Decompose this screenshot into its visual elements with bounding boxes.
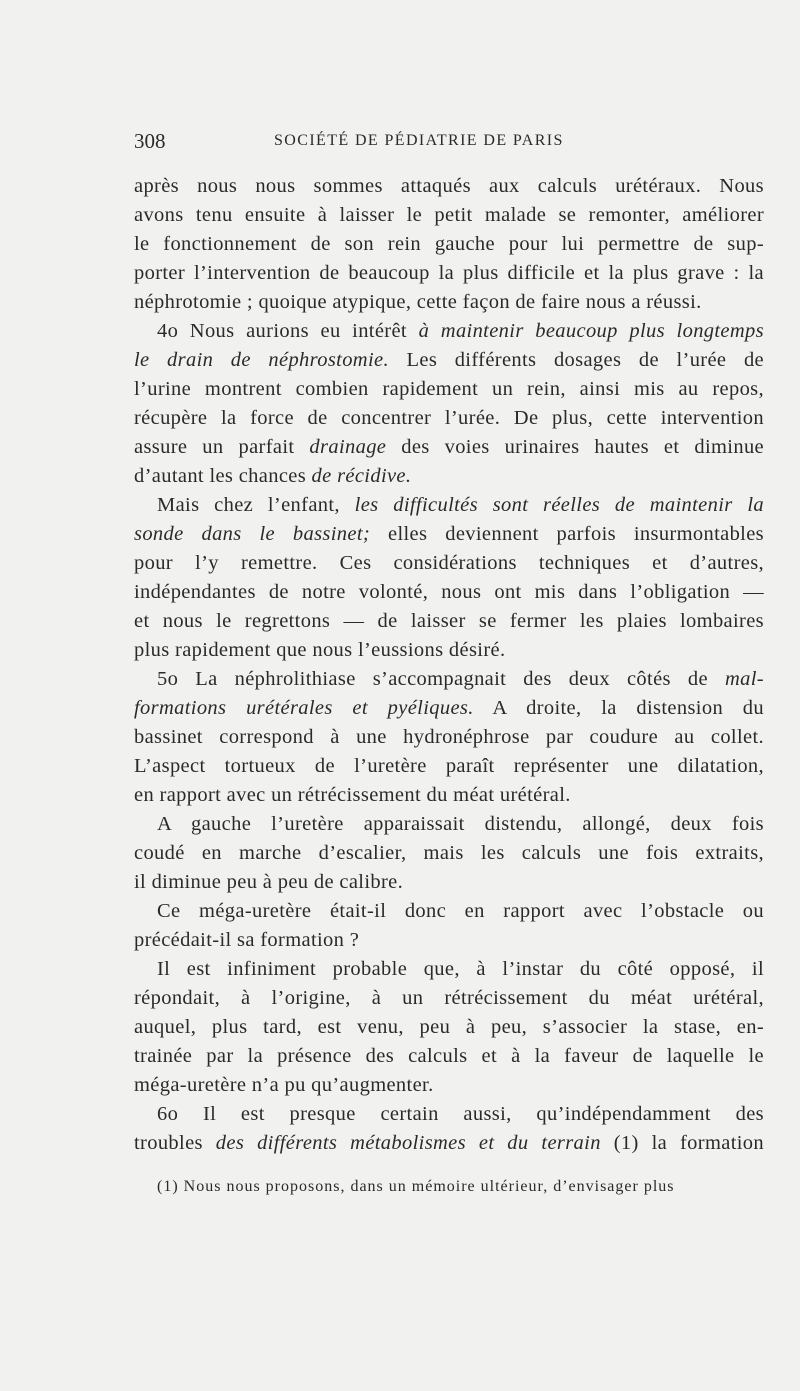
text-line: et nous le regrettons — de laisser se fermer les plaies lombaires (134, 610, 764, 632)
text-line: A gauche l’uretère apparaissait distendu, allongé, deux fois (157, 813, 764, 835)
text-line: méga-uretère n’a pu qu’augmenter. (134, 1074, 434, 1096)
text-line: il diminue peu à peu de calibre. (134, 871, 404, 893)
text-line: 5o La néphrolithiase s’accompagnait des deux côtés de mal- (157, 668, 764, 690)
text-line: Ce méga-uretère était-il donc en rapport avec l’obstacle ou (157, 900, 764, 922)
text-line: trainée par la présence des calculs et à la faveur de laquelle le (134, 1045, 764, 1067)
text-line: en rapport avec un rétrécissement du méat urétéral. (134, 784, 571, 806)
text-line: troubles des différents métabolismes et du terrain (1) la formation (134, 1132, 764, 1154)
page-number: 308 (134, 129, 166, 153)
text-line: pour l’y remettre. Ces considérations techniques et d’autres, (134, 552, 764, 574)
text-line: Il est infiniment probable que, à l’instar du côté opposé, il (157, 958, 764, 980)
text-line: 6o Il est presque certain aussi, qu’indépendamment des (157, 1103, 764, 1125)
text-line: Mais chez l’enfant, les difficultés sont réelles de maintenir la (157, 494, 764, 516)
text-line: auquel, plus tard, est venu, peu à peu, s’associer la stase, en- (134, 1016, 764, 1038)
text-line: précédait-il sa formation ? (134, 929, 360, 951)
text-line: l’urine montrent combien rapidement un rein, ainsi mis au repos, (134, 378, 764, 400)
footnote: (1) Nous nous proposons, dans un mémoire ultérieur, d’envisager plus (157, 1178, 675, 1195)
text-line: formations urétérales et pyéliques. A droite, la distension du (134, 697, 764, 719)
text-line: avons tenu ensuite à laisser le petit malade se remonter, améliorer (134, 204, 764, 226)
text-line: bassinet correspond à une hydronéphrose par coudure au collet. (134, 726, 764, 748)
text-line: récupère la force de concentrer l’urée. De plus, cette intervention (134, 407, 764, 429)
text-line: indépendantes de notre volonté, nous ont mis dans l’obligation — (134, 581, 764, 603)
running-head: SOCIÉTÉ DE PÉDIATRIE DE PARIS (274, 132, 564, 149)
text-line: d’autant les chances de récidive. (134, 465, 412, 487)
text-line: 4o Nous aurions eu intérêt à maintenir beaucoup plus longtemps (157, 320, 764, 342)
text-line: sonde dans le bassinet; elles deviennent parfois insurmontables (134, 523, 765, 545)
text-line: porter l’intervention de beaucoup la plus difficile et la plus grave : la (134, 262, 764, 284)
text-line: répondait, à l’origine, à un rétrécissement du méat urétéral, (134, 987, 764, 1009)
text-line: plus rapidement que nous l’eussions désiré. (134, 639, 506, 661)
text-line: assure un parfait drainage des voies urinaires hautes et diminue (134, 436, 764, 458)
text-line: après nous nous sommes attaqués aux calculs urétéraux. Nous (134, 175, 764, 197)
page-header (134, 129, 764, 155)
text-line: L’aspect tortueux de l’uretère paraît représenter une dilatation, (134, 755, 764, 777)
text-line: le drain de néphrostomie. Les différents dosages de l’urée de (134, 349, 764, 371)
text-line: coudé en marche d’escalier, mais les calculs une fois extraits, (134, 842, 764, 864)
text-line: le fonctionnement de son rein gauche pour lui permettre de sup- (134, 233, 764, 255)
body-text (134, 172, 764, 1158)
text-line: néphrotomie ; quoique atypique, cette façon de faire nous a réussi. (134, 291, 702, 313)
